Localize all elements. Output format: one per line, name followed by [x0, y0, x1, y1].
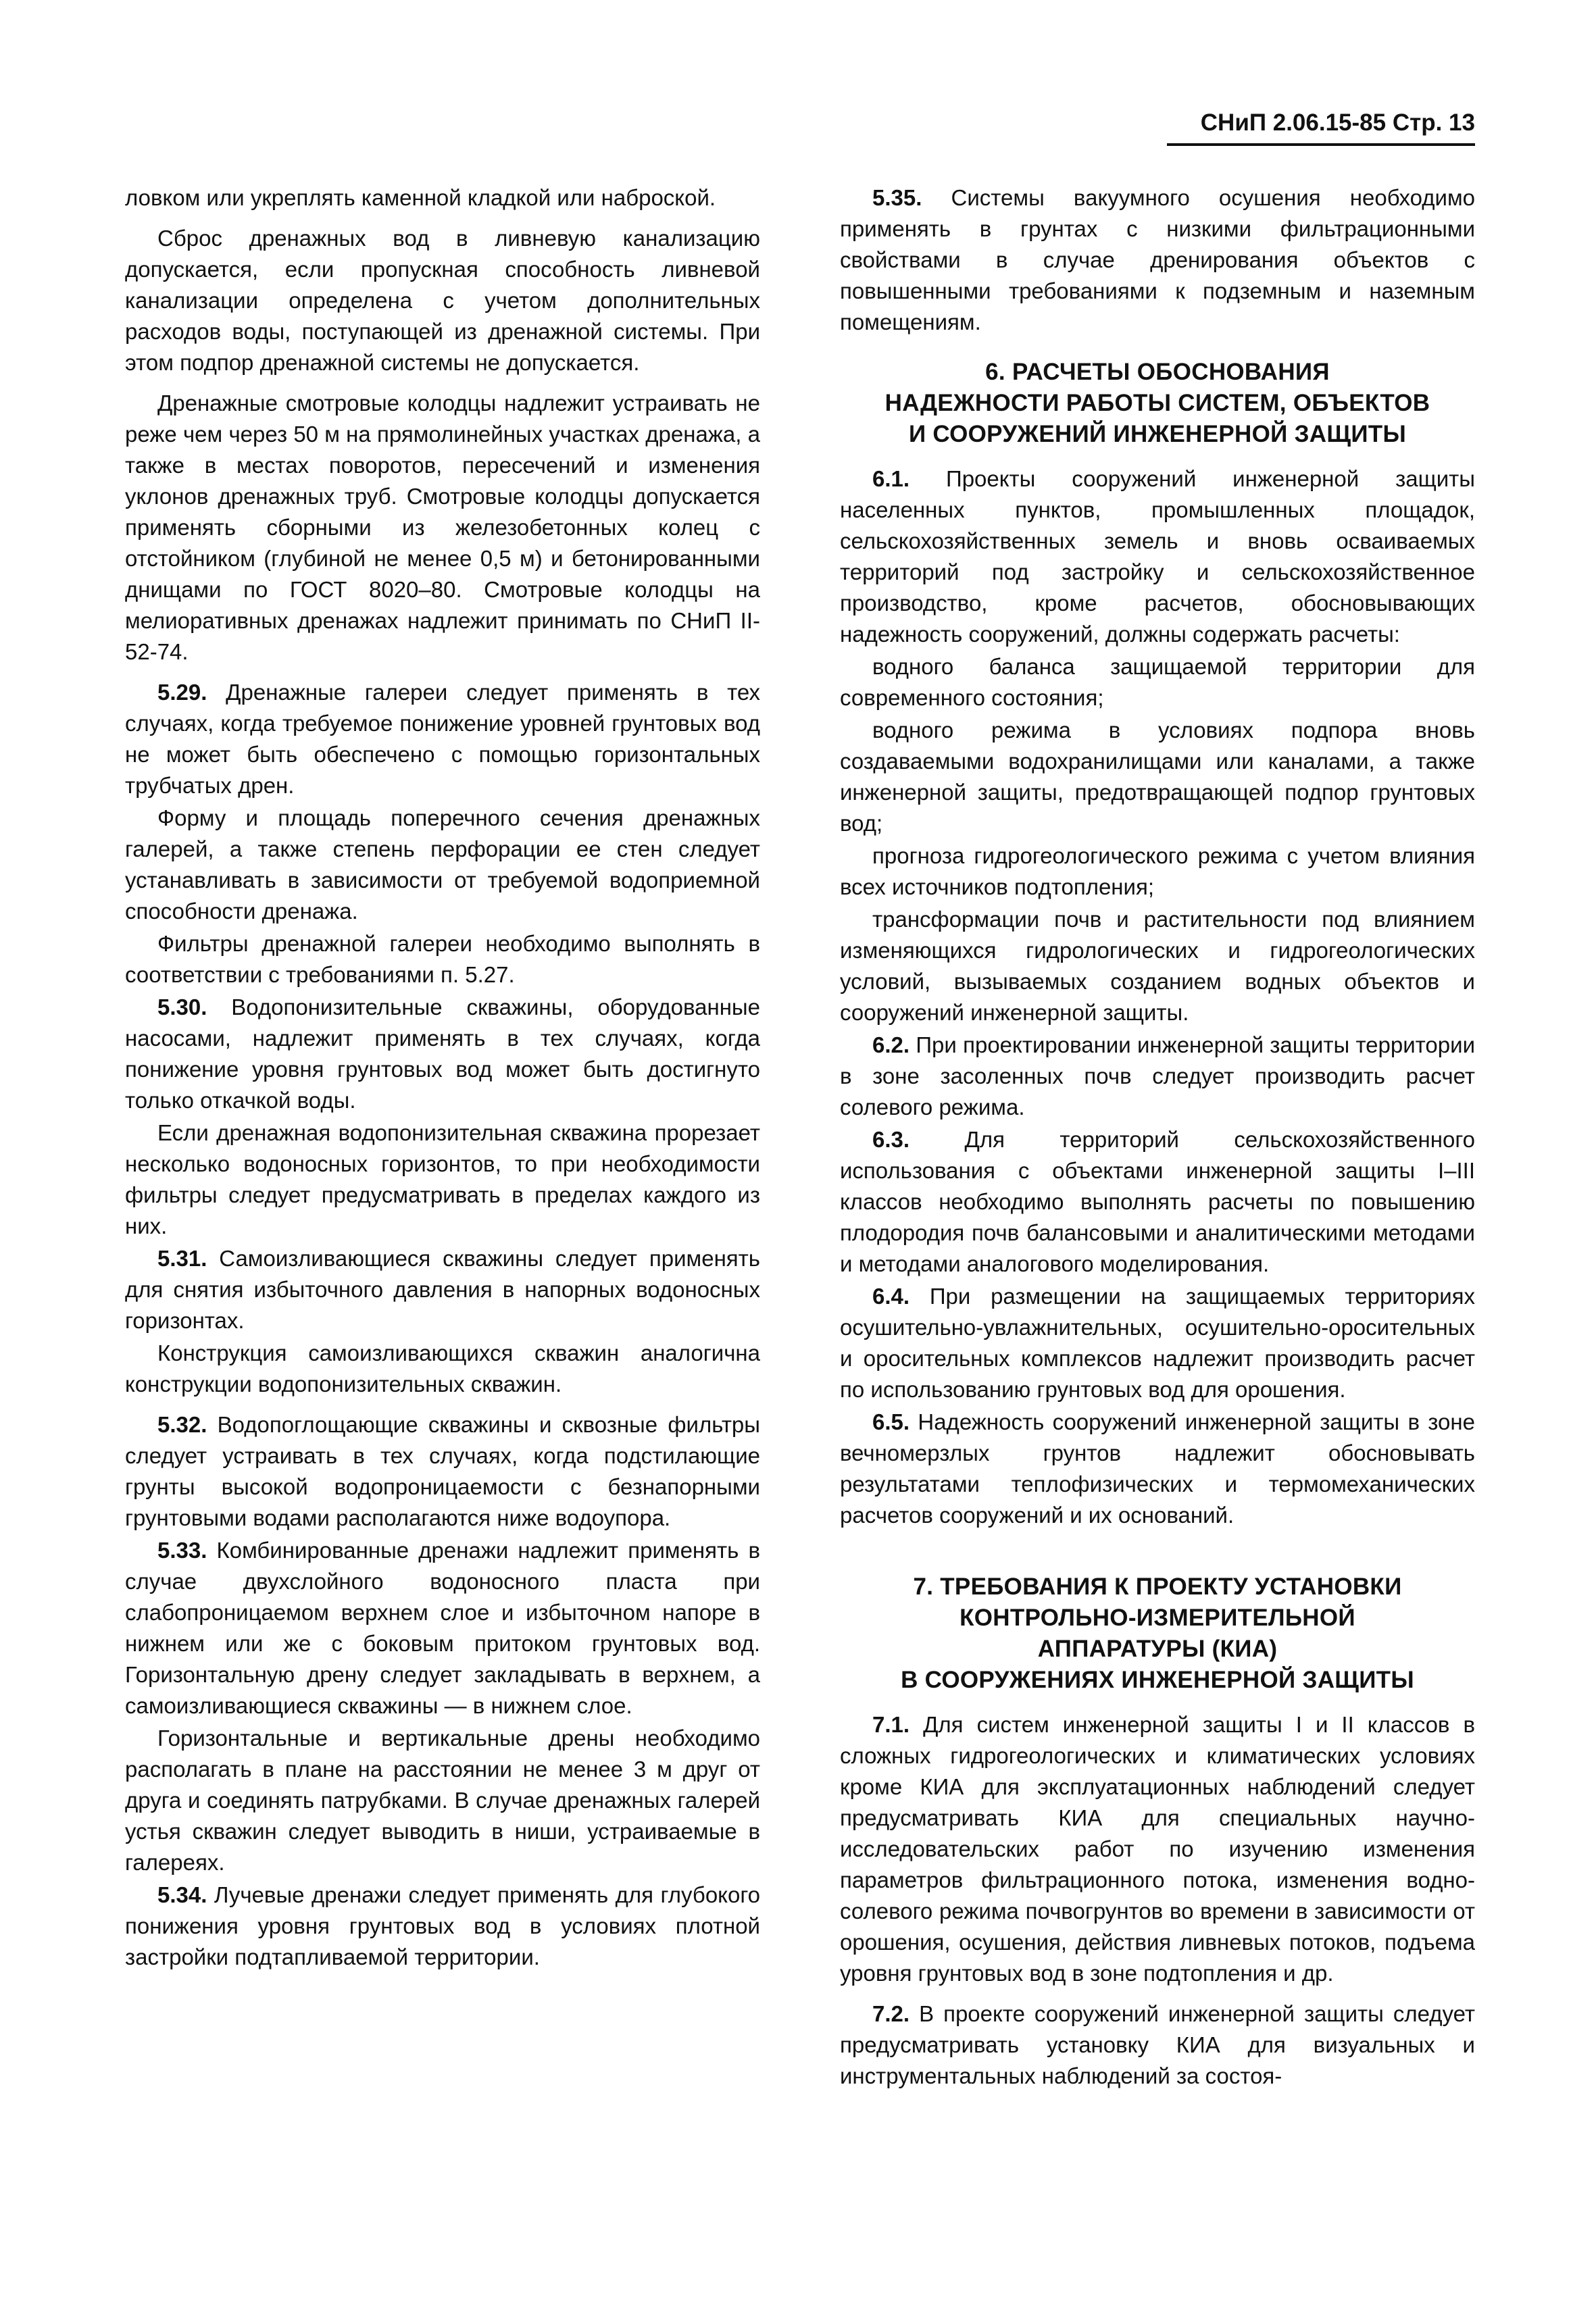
clause-number: 6.5. — [872, 1409, 918, 1434]
running-header: СНиП 2.06.15-85 Стр. 13 — [1167, 108, 1475, 146]
paragraph — [125, 1723, 760, 1878]
paragraph-text: Форму и площадь поперечного сечения дренажных галерей, а также степень перфорации ее стен следует устанавливать в зависимости от требуемой водоприемной способности дренажа. — [125, 805, 760, 924]
clause-paragraph — [840, 1998, 1475, 2092]
clause-paragraph — [125, 992, 760, 1116]
clause-paragraph — [840, 1407, 1475, 1531]
clause-paragraph — [125, 1243, 760, 1336]
clause-number: 5.34. — [157, 1882, 214, 1907]
clause-paragraph — [840, 463, 1475, 650]
clause-number: 5.31. — [157, 1246, 220, 1271]
paragraph-text: Дренажные галереи следует применять в тех случаях, когда требуемое понижение уровней грунтовых вод не может быть обеспечено с помощью горизонтальных трубчатых дрен. — [125, 680, 760, 798]
paragraph-text: Для систем инженерной защиты I и II классов в сложных гидрогеологических и климатических условиях кроме КИА для эксплуатационных наблюдений следует предусматривать КИА для специальных научно-исследовательских работ по изучению изменения параметров фильтрационного потока, изменения водно-солевого режима почвогрунтов во времени в зависимости от орошения, осушения, действия ливневых потоков, подъема уровня грунтовых вод в зоне подтопления и др. — [840, 1712, 1476, 1986]
title-line: В СООРУЖЕНИЯХ ИНЖЕНЕРНОЙ ЗАЩИТЫ — [901, 1667, 1414, 1693]
paragraph-text: Дренажные смотровые колодцы надлежит устраивать не реже чем через 50 м на прямолинейных участках дренажа, а также в местах поворотов, пересечений и изменения уклонов дренажных труб. Смотровые колодцы допускается применять сборными из железобетонных колец с отстойником (глубиной не менее 0,5 м) и бетонированными днищами по ГОСТ 8020–80. Смотровые колодцы на мелиоративных дренажах надлежит принимать по СНиП II-52-74. — [125, 391, 760, 664]
paragraph-text: Фильтры дренажной галереи необходимо выполнять в соответствии с требованиями п. 5.27. — [125, 931, 760, 987]
clause-paragraph — [125, 1535, 760, 1721]
clause-number: 6.1. — [872, 466, 946, 491]
clause-paragraph — [125, 1409, 760, 1534]
clause-number: 6.2. — [872, 1032, 916, 1057]
paragraph-text: Для территорий сельскохозяйственного использования с объектами инженерной защиты I–III классов необходимо выполнять расчеты по повышению плодородия почв балансовыми и аналитическими методами и методами аналогового моделирования. — [840, 1127, 1476, 1276]
paragraph — [125, 182, 760, 213]
list-paragraph — [840, 840, 1475, 903]
paragraph-text: водного баланса защищаемой территории для современного состояния; — [840, 654, 1475, 710]
clause-paragraph — [125, 677, 760, 801]
paragraph-text: водного режима в условиях подпора вновь создаваемыми водохранилищами или каналами, а также инженерной защиты, предотвращающей подпор грунтовых вод; — [840, 718, 1475, 836]
paragraph-text: Проекты сооружений инженерной защиты населенных пунктов, промышленных площадок, сельскохозяйственных земель и вновь осваиваемых территорий под застройку и сельскохозяйственное производство, кроме расчетов, обосновывающих надежность сооружений, должны содержать расчеты: — [840, 466, 1475, 647]
paragraph-text: Водопонизительные скважины, оборудованные насосами, надлежит применять в тех случаях, когда понижение уровня грунтовых вод может быть достигнуто только откачкой воды. — [125, 995, 760, 1113]
title-line: 6. РАСЧЕТЫ ОБОСНОВАНИЯ — [985, 359, 1330, 385]
paragraph — [125, 1117, 760, 1242]
paragraph-text: В проекте сооружений инженерной защиты следует предусматривать установку КИА для визуальных и инструментальных наблюдений за состоя- — [840, 2001, 1475, 2088]
paragraph-text: При проектировании инженерной защиты территории в зоне засоленных почв следует производить расчет солевого режима. — [840, 1032, 1475, 1120]
title-line: 7. ТРЕБОВАНИЯ К ПРОЕКТУ УСТАНОВКИ — [913, 1574, 1402, 1600]
title-line: НАДЕЖНОСТИ РАБОТЫ СИСТЕМ, ОБЪЕКТОВ — [884, 390, 1430, 416]
paragraph-text: трансформации почв и растительности под влиянием изменяющихся гидрологических и гидрогеологических условий, вызываемых созданием водных объектов и сооружений инженерной защиты. — [840, 907, 1475, 1025]
paragraph-text: Комбинированные дренажи надлежит применять в случае двухслойного водоносного пласта при слабопроницаемом верхнем слое и избыточном напоре в нижнем или же с боковым притоком грунтовых вод. Горизонтальную дрену следует закладывать в верхнем, а самоизливающиеся скважины — в нижнем слое. — [125, 1538, 760, 1718]
list-paragraph — [840, 715, 1475, 839]
left-column — [125, 182, 760, 1982]
title-line: АППАРАТУРЫ (КИА) — [1037, 1636, 1278, 1662]
paragraph — [125, 388, 760, 668]
section-6-title — [840, 357, 1475, 450]
clause-number: 5.35. — [872, 185, 951, 210]
clause-number: 5.29. — [157, 680, 226, 705]
paragraph-text: прогноза гидрогеологического режима с учетом влияния всех источников подтопления; — [840, 843, 1475, 899]
paragraph — [125, 928, 760, 990]
clause-number: 6.3. — [872, 1127, 965, 1152]
clause-paragraph — [840, 1281, 1475, 1405]
paragraph — [125, 803, 760, 927]
paragraph-text: Самоизливающиеся скважины следует применять для снятия избыточного давления в напорных водоносных горизонтах. — [125, 1246, 760, 1333]
paragraph-text: Горизонтальные и вертикальные дрены необходимо располагать в плане на расстоянии не менее 3 м друг от друга и соединять патрубками. В случае дренажных галерей устья скважин следует выводить в ниши, устраиваемые в галереях. — [125, 1726, 760, 1875]
section-6-body — [840, 463, 1475, 1531]
clause-number: 7.2. — [872, 2001, 920, 2026]
clause-number: 5.32. — [157, 1412, 218, 1437]
clause-paragraph — [840, 182, 1475, 338]
section-7-body — [840, 1709, 1475, 2092]
clause-number: 6.4. — [872, 1284, 930, 1309]
paragraph-text: Сброс дренажных вод в ливневую канализацию допускается, если пропускная способность ливневой канализации определена с учетом дополнительных расходов воды, поступающей из дренажной системы. При этом подпор дренажной системы не допускается. — [125, 226, 760, 375]
title-line: КОНТРОЛЬНО-ИЗМЕРИТЕЛЬНОЙ — [959, 1605, 1355, 1631]
paragraph — [125, 1338, 760, 1400]
clause-paragraph — [840, 1709, 1475, 1989]
paragraph — [125, 223, 760, 378]
paragraph-text: Если дренажная водопонизительная скважина прорезает несколько водоносных горизонтов, то при необходимости фильтры следует предусматривать в пределах каждого из них. — [125, 1120, 760, 1238]
paragraph-text: Системы вакуумного осушения необходимо применять в грунтах с низкими фильтрационными свойствами в случае дренирования объектов с повышенными требованиями к подземным и наземным помещениям. — [840, 185, 1475, 334]
paragraph-text: Надежность сооружений инженерной защиты в зоне вечномерзлых грунтов надлежит обосновывать результатами теплофизических и термомеханических расчетов сооружений и их оснований. — [840, 1409, 1475, 1528]
clause-paragraph — [125, 1880, 760, 1973]
clause-number: 5.30. — [157, 995, 232, 1020]
clause-number: 5.33. — [157, 1538, 217, 1563]
list-paragraph — [840, 651, 1475, 713]
paragraph-text: Лучевые дренажи следует применять для глубокого понижения уровня грунтовых вод в условиях плотной застройки подтапливаемой территории. — [125, 1882, 760, 1969]
paragraph-text: Водопоглощающие скважины и сквозные фильтры следует устраивать в тех случаях, когда подстилающие грунты высокой водопроницаемости с безнапорными грунтовыми водами располагаются ниже водоупора. — [125, 1412, 760, 1530]
paragraph-text: ловком или укреплять каменной кладкой или наброской. — [125, 185, 716, 210]
title-line: И СООРУЖЕНИЙ ИНЖЕНЕРНОЙ ЗАЩИТЫ — [908, 421, 1407, 447]
list-paragraph — [840, 904, 1475, 1028]
right-column — [840, 182, 1475, 2101]
section-7-title — [840, 1571, 1475, 1696]
paragraph-text: При размещении на защищаемых территориях осушительно-увлажнительных, осушительно-оросительных и оросительных комплексов надлежит производить расчет по использованию грунтовых вод для орошения. — [840, 1284, 1475, 1402]
clause-paragraph — [840, 1030, 1475, 1123]
clause-number: 7.1. — [872, 1712, 924, 1737]
paragraph-text: Конструкция самоизливающихся скважин аналогична конструкции водопонизительных скважин. — [125, 1340, 760, 1397]
clause-paragraph — [840, 1124, 1475, 1280]
